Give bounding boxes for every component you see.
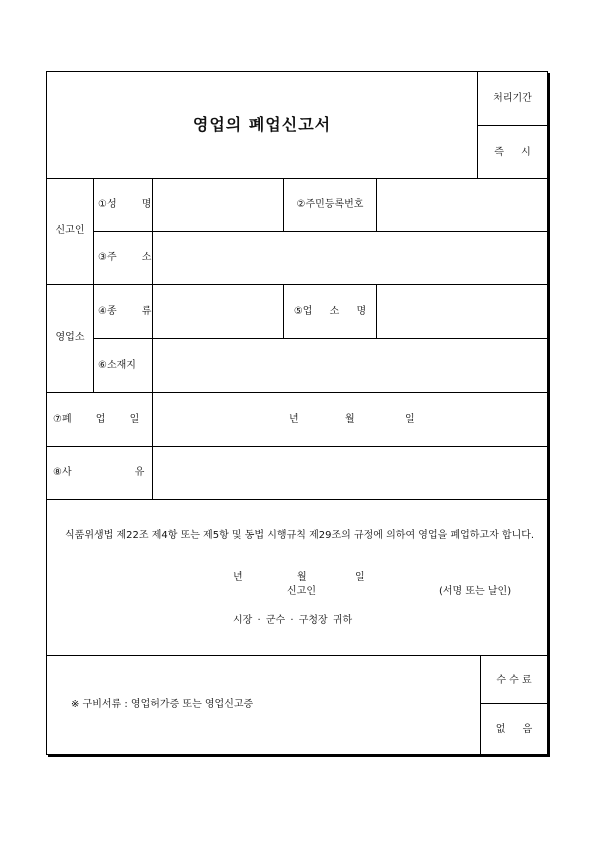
reporter-name-value[interactable] <box>153 179 283 231</box>
divider-statement-bottom <box>47 655 547 656</box>
closure-date-year: 년 <box>289 414 299 425</box>
divider-business-bottom <box>47 392 547 393</box>
divider-reason-bottom <box>47 499 547 500</box>
divider-section-label <box>93 178 94 392</box>
processing-period-value: 즉 시 <box>494 147 531 158</box>
declaration-date-day: 일 <box>355 572 365 583</box>
processing-period-header: 처리기간 <box>493 93 532 104</box>
closure-date-day: 일 <box>405 414 415 425</box>
addressee: 시장 · 군수 · 구청장 귀하 <box>233 615 353 626</box>
reporter-rrn-label: ②주민등록번호 <box>296 199 364 210</box>
reporter-address-value[interactable] <box>153 232 547 284</box>
closure-reason-label: ⑧사 유 <box>53 467 145 478</box>
divider-fee <box>481 703 547 704</box>
business-section-label: 영업소 <box>55 332 85 343</box>
fee-header: 수 수 료 <box>496 675 532 686</box>
closure-reason-value[interactable] <box>153 447 547 499</box>
business-type-value[interactable] <box>153 285 283 338</box>
business-location-label: ⑥소재지 <box>98 360 136 371</box>
closure-report-form <box>46 71 548 755</box>
signature-note: (서명 또는 날인) <box>439 586 512 597</box>
required-documents-note: ※ 구비서류 : 영업허가증 또는 영업신고증 <box>71 699 254 710</box>
reporter-name-label: ①성 명 <box>98 199 152 210</box>
declaration-date-month: 월 <box>297 572 307 583</box>
business-store-name-label: ⑤업 소 명 <box>293 306 367 317</box>
divider-processing <box>478 125 547 126</box>
business-location-value[interactable] <box>153 339 547 392</box>
reporter-address-label: ③주 소 <box>98 252 152 263</box>
signer-label: 신고인 <box>287 586 316 597</box>
declaration-date-year: 년 <box>233 572 243 583</box>
declaration-text: 식품위생법 제22조 제4항 또는 제5항 및 동법 시행규칙 제29조의 규정에 의하여 영업을 폐업하고자 합니다. <box>65 530 535 541</box>
divider-fee-left <box>480 655 481 754</box>
divider-title-right <box>477 72 478 178</box>
fee-value: 없 음 <box>495 724 533 735</box>
closure-date-label: ⑦폐 업 일 <box>53 414 140 425</box>
reporter-section-label: 신고인 <box>55 225 85 236</box>
closure-date-month: 월 <box>345 414 355 425</box>
form-title: 영업의 폐업신고서 <box>192 115 332 134</box>
business-type-label: ④종 류 <box>98 306 152 317</box>
business-store-name-value[interactable] <box>377 285 547 338</box>
reporter-rrn-value[interactable] <box>377 179 547 231</box>
